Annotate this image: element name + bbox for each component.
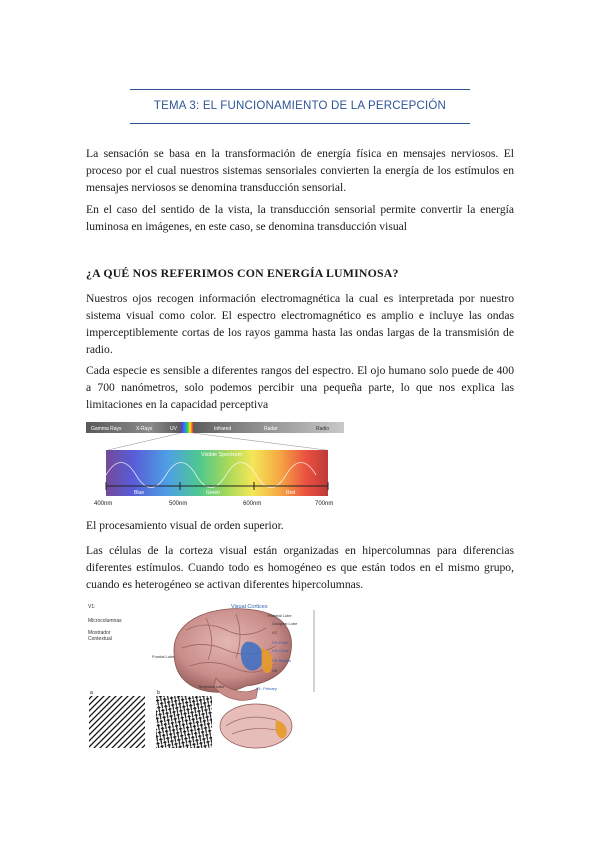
texture-panel-b [156,696,212,748]
legend-v1: V1: [88,604,96,610]
panel-b-label: b [157,690,160,696]
visible-slice [181,422,193,433]
legend-microcolumns: Microcolumnas [88,618,122,624]
paragraph-hypercolumns: Las células de la corteza visual están organizadas en hipercolumnas para diferencias diferentes estímulos. Cuando todo es homogéneo es que están todos en el mismo grupo, cuando es heterogéneo se activan diferentes hipercolumnas. [86,544,514,591]
band-radio: Radio [316,426,330,432]
paragraph-higher-processing: El procesamiento visual de orden superior. [86,519,284,532]
visible-spectrum-label: Visible Spectrum [201,452,243,458]
band-infrared: Infrared [214,426,232,432]
tick-label-500: 500nm [169,501,188,507]
panel-a-label: a [90,690,93,696]
tick-label-600: 600nm [243,501,262,507]
legend-contextual: Contextual [88,636,112,642]
legend-mostrador: Mostrador [88,630,111,636]
section-heading: ¿A QUÉ NOS REFERIMOS CON ENERGÍA LUMINOSA? [86,266,399,280]
cortex-title: Visual Cortices [231,604,268,610]
label-v6: V6 [272,668,277,673]
paragraph-vision: En el caso del sentido de la vista, la transducción sensorial permite convertir la energía luminosa en imágenes, en este caso, se denomina transducción visual [86,203,514,233]
label-v5: V5: Motion [272,658,292,663]
band-gamma: Gamma Rays [91,426,122,432]
label-v4: V4: Color [272,648,289,653]
color-red: Red [286,490,296,496]
band-uv: UV [170,426,177,432]
label-frontal: Frontal Lobe [152,654,175,659]
label-temporal: Temporal Lobe [198,684,225,689]
paragraph-sensation: La sensación se basa en la transformación de energía física en mensajes nerviosos. El proceso por el cual nuestros sistemas sensoriales convierten la energía de los estímulos en mensajes nerviosos se denomina transducción sensorial. [86,147,514,194]
tick-label-700: 700nm [315,501,334,507]
band-radar: Radar [264,426,278,432]
label-v1-primary: V1: Primary [256,686,277,691]
label-v2: V2 [272,630,277,635]
label-v3: V3: Form [272,640,289,645]
tick-label-400: 400nm [94,501,113,507]
title-bottom-rule [130,123,470,124]
color-blue: Blue [134,490,145,496]
title-block [130,89,470,124]
visual-cortex-figure [86,600,336,750]
page-title: TEMA 3: EL FUNCIONAMIENTO DE LA PERCEPCIÓN [153,100,447,112]
paragraph-electromagnetic: Nuestros ojos recogen información electromagnética la cual es interpretada por nuestro sistema visual como color. El espectro electromagnético es amplio e incluye las ondas imperceptiblemente cortas de los rayos gamma hasta las ondas largas de la transmisión de radio. [86,292,514,356]
zoom-lines [108,433,326,450]
texture-panel-a [89,696,145,748]
spectrum-figure [86,420,346,508]
band-xrays: X-Rays [136,426,153,432]
label-occipital: Occipital Lobe [272,621,298,626]
color-green: Green [206,490,220,496]
label-parietal: Parietal Lobe [268,613,292,618]
paragraph-species: Cada especie es sensible a diferentes rangos del espectro. El ojo humano solo puede de 400 a 700 nanómetros, solo podemos percibir una pequeña parte, lo que nos explica las limitaciones en la capacidad perceptiva [86,364,514,411]
